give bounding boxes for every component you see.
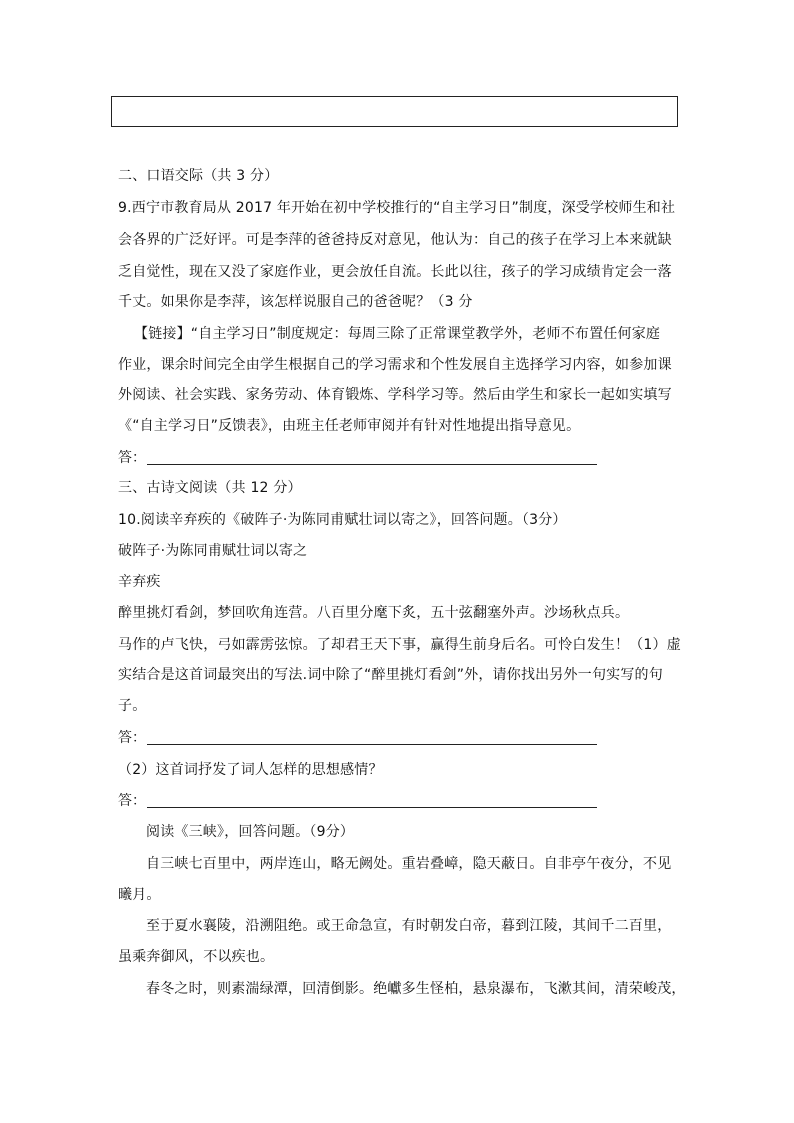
sanxia-paragraph-line: 春冬之时，则素湍绿潭，回清倒影。绝巘多生怪柏，悬泉瀑布，飞漱其间，清荣峻茂， xyxy=(146,981,686,997)
poem-line: 醉里挑灯看剑，梦回吹角连营。八百里分麾下炙，五十弦翻塞外声。沙场秋点兵。 xyxy=(118,605,630,621)
link-line: 外阅读、社会实践、家务劳动、体育锻炼、学科学习等。然后由学生和家长一起如实填写 xyxy=(118,387,672,403)
answer-label: 答： xyxy=(118,730,146,746)
answer-line[interactable] xyxy=(147,744,597,745)
link-line: 作业，课余时间完全由学生根据自己的学习需求和个性发展自主选择学习内容，如参加课 xyxy=(118,357,672,373)
poem-author: 辛弃疾 xyxy=(118,574,161,590)
sanxia-intro: 阅读《三峡》，回答问题。（9分） xyxy=(146,824,355,840)
q9-line: 9.西宁市教育局从 2017 年开始在初中学校推行的“自主学习日”制度，深受学校师生和社 xyxy=(118,200,676,216)
q9-line: 乏自觉性，现在又没了家庭作业，更会放任自流。长此以往，孩子的学习成绩肯定会一落 xyxy=(118,264,672,280)
poem-question-line: 实结合是这首词最突出的写法.词中除了“醉里挑灯看剑”外，请你找出另外一句实写的句 xyxy=(118,667,663,683)
q10-sub-question: （2）这首词抒发了词人怎样的思想感情？ xyxy=(118,762,383,778)
poem-question-line: 子。 xyxy=(118,698,147,714)
sanxia-paragraph-line: 虽乘奔御风，不以疾也。 xyxy=(118,949,275,965)
answer-box[interactable] xyxy=(111,96,678,127)
answer-label: 答： xyxy=(118,793,146,809)
q9-line: 会各界的广泛好评。可是李萍的爸爸持反对意见，他认为：自己的孩子在学习上本来就缺 xyxy=(118,232,672,248)
section-title-oral: 二、口语交际（共 3 分） xyxy=(118,168,279,184)
section-title-classical: 三、古诗文阅读（共 12 分） xyxy=(118,480,302,496)
answer-line[interactable] xyxy=(147,807,597,808)
link-line: 《“自主学习日”反馈表》，由班主任老师审阅并有针对性地提出指导意见。 xyxy=(118,418,581,434)
q10-prompt: 10.阅读辛弃疾的《破阵子·为陈同甫赋壮词以寄之》，回答问题。（3分） xyxy=(118,512,567,528)
q9-line: 千丈。如果你是李萍，该怎样说服自己的爸爸呢？（3 分 xyxy=(118,294,473,310)
sanxia-paragraph-line: 自三峡七百里中，两岸连山，略无阙处。重岩叠嶂，隐天蔽日。自非亭午夜分，不见 xyxy=(146,856,672,872)
sanxia-paragraph-line: 曦月。 xyxy=(118,887,161,903)
poem-question-line: 马作的卢飞快，弓如霹雳弦惊。了却君王天下事，赢得生前身后名。可怜白发生！（1）虚 xyxy=(118,637,681,653)
answer-line[interactable] xyxy=(147,464,597,465)
poem-title: 破阵子·为陈同甫赋壮词以寄之 xyxy=(118,543,308,559)
link-line: 【链接】“自主学习日”制度规定：每周三除了正常课堂教学外，老师不布置任何家庭 xyxy=(134,326,661,342)
sanxia-paragraph-line: 至于夏水襄陵，沿溯阻绝。或王命急宣，有时朝发白帝，暮到江陵，其间千二百里， xyxy=(146,918,672,934)
answer-label: 答： xyxy=(118,450,146,466)
